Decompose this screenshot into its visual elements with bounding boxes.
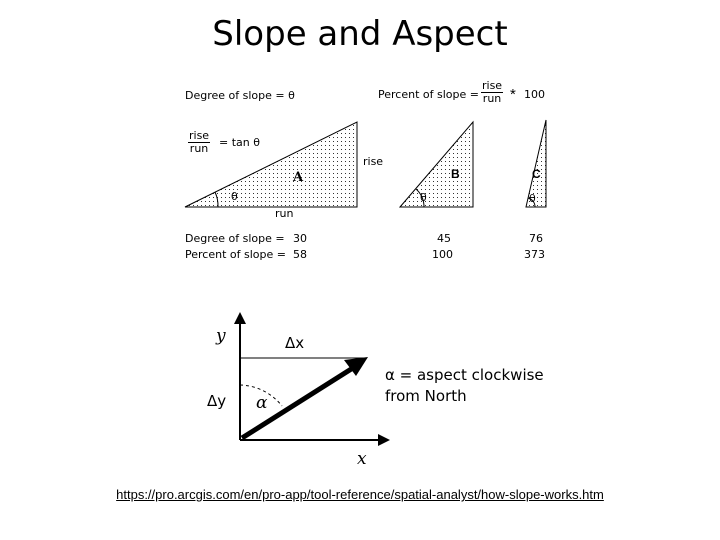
tan-run-text: run bbox=[189, 142, 209, 155]
degree-value-c: 76 bbox=[529, 232, 543, 245]
x-axis-label: x bbox=[357, 449, 367, 469]
run-label: run bbox=[275, 207, 294, 220]
rise-label: rise bbox=[363, 155, 384, 168]
percent-value-a: 58 bbox=[293, 248, 307, 261]
aspect-definition-line1: α = aspect clockwise bbox=[385, 366, 544, 384]
percent-row-label: Percent of slope = bbox=[185, 248, 286, 261]
rise-text: rise bbox=[482, 79, 503, 92]
theta-c: θ bbox=[529, 192, 536, 205]
label-b: B bbox=[451, 167, 460, 181]
y-axis-label: y bbox=[216, 326, 226, 346]
aspect-definition-line2: from North bbox=[385, 387, 467, 405]
times-sign: * bbox=[510, 86, 516, 103]
theta-b: θ bbox=[420, 191, 427, 204]
tan-formula: = tan θ bbox=[219, 136, 260, 149]
degree-value-a: 30 bbox=[293, 232, 307, 245]
label-c: C bbox=[532, 167, 541, 181]
theta-a: θ bbox=[231, 190, 238, 203]
alpha-label: α bbox=[256, 393, 268, 413]
percent-value-b: 100 bbox=[432, 248, 453, 261]
label-a: A bbox=[293, 170, 304, 185]
degree-row-label: Degree of slope = bbox=[185, 232, 285, 245]
slide-title: Slope and Aspect bbox=[212, 14, 508, 54]
percent-formula-label: Percent of slope = bbox=[378, 88, 479, 101]
percent-value-c: 373 bbox=[524, 248, 545, 261]
dy-label: Δy bbox=[207, 392, 227, 410]
degree-formula: Degree of slope = θ bbox=[185, 89, 295, 102]
degree-value-b: 45 bbox=[437, 232, 451, 245]
dx-label: Δx bbox=[285, 334, 305, 352]
run-text: run bbox=[482, 92, 502, 105]
source-link[interactable]: https://pro.arcgis.com/en/pro-app/tool-reference/spatial-analyst/how-slope-works.htm bbox=[116, 487, 604, 502]
percent-multiplier: 100 bbox=[524, 88, 545, 101]
tan-rise-text: rise bbox=[189, 129, 210, 142]
